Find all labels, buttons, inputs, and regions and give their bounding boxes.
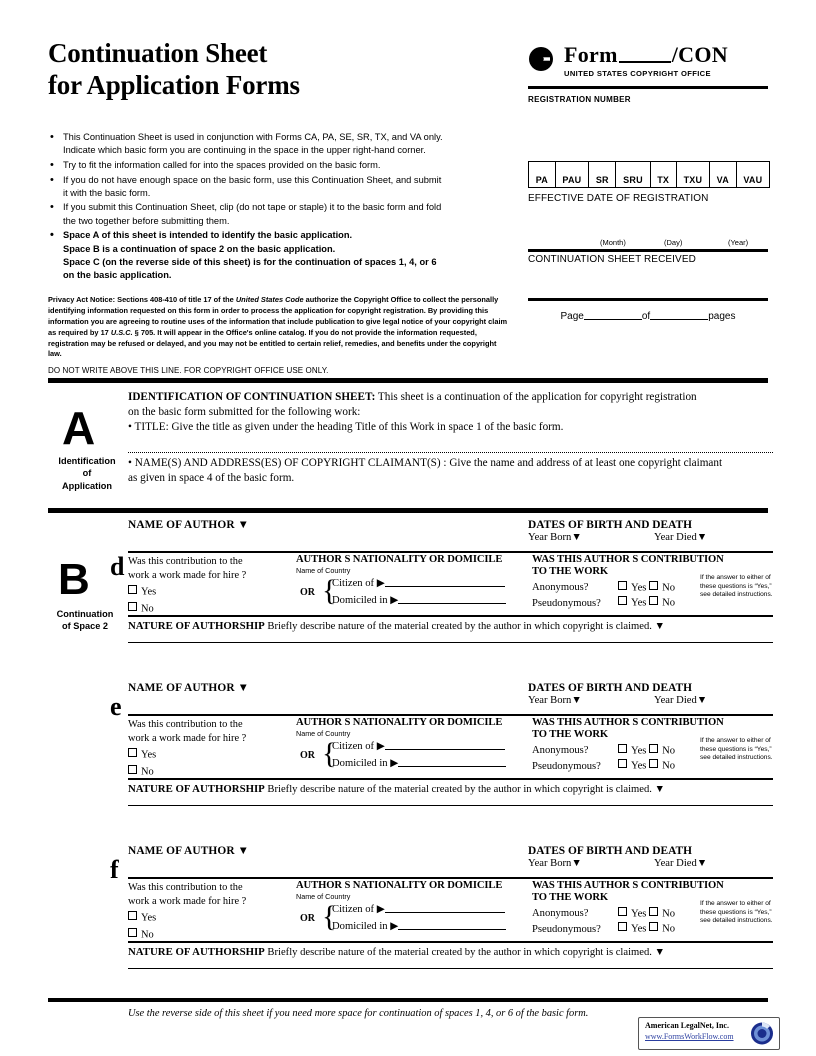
pseudonymous-row: Pseudonymous? Yes No: [532, 597, 676, 609]
nationality-col: [296, 880, 531, 936]
bullet-line: • If you submit this Continuation Sheet, clip (do not tape or staple) it to the basic form and fold: [63, 202, 442, 213]
form-type-cell-va[interactable]: VA: [710, 162, 737, 187]
name-of-country-label: Name of Country: [296, 729, 351, 738]
contribution-col: [532, 880, 773, 935]
legalnet-swirl-icon: [749, 1021, 775, 1046]
continuation-received-label: CONTINUATION SHEET RECEIVED: [528, 254, 696, 265]
citizen-of-row: Citizen of ▶: [332, 902, 505, 915]
bullet-line: Space B is a continuation of space 2 on the basic application.: [63, 243, 336, 254]
dates-label: DATES OF BIRTH AND DEATH: [528, 682, 692, 694]
checkbox-icon[interactable]: [649, 596, 658, 605]
month-label: (Month): [600, 238, 626, 247]
author-block-e: [128, 682, 773, 806]
privacy-i1: United States Code: [235, 295, 304, 304]
instruction-bullet-5: [48, 229, 508, 282]
author-rule-close: [128, 968, 773, 969]
form-number-label: [564, 42, 728, 68]
checkbox-icon[interactable]: [618, 581, 627, 590]
instruction-bullets: [48, 131, 508, 284]
name-of-author-label: NAME OF AUTHOR ▼: [128, 519, 249, 531]
anonymous-row: Anonymous? Yes No: [532, 745, 676, 757]
author-block-f: [128, 845, 773, 969]
author-rule-close: [128, 805, 773, 806]
instruction-bullet-1: [48, 131, 508, 157]
page-number-blank[interactable]: [584, 310, 642, 320]
work-made-no[interactable]: No: [128, 602, 293, 616]
american-legalnet-logo[interactable]: [638, 1017, 780, 1050]
citizen-of-field[interactable]: [385, 576, 505, 587]
year-died-label: Year Died▼: [654, 858, 708, 869]
author-name-row: [128, 845, 773, 877]
form-type-cell-sru[interactable]: SRU: [616, 162, 650, 187]
contribution-label: WAS THIS AUTHOR S CONTRIBUTION TO THE WORK: [532, 717, 724, 740]
name-of-author-label: NAME OF AUTHOR ▼: [128, 682, 249, 694]
checkbox-icon[interactable]: [649, 581, 658, 590]
legalnet-url[interactable]: www.FormsWorkFlow.com: [645, 1032, 734, 1041]
work-made-choices: [128, 911, 293, 942]
contribution-col: [532, 717, 773, 772]
pseudonymous-row: Pseudonymous? Yes No: [532, 760, 676, 772]
section-a-body: [128, 390, 773, 435]
contribution-label: WAS THIS AUTHOR S CONTRIBUTION TO THE WORK: [532, 554, 724, 577]
work-made-line1: Was this contribution to the: [128, 882, 243, 893]
form-type-cell-pau[interactable]: PAU: [556, 162, 589, 187]
footer-bar: [48, 998, 768, 1002]
anonymous-row: Anonymous? Yes No: [532, 908, 676, 920]
pseudonymous-row: Pseudonymous? Yes No: [532, 923, 676, 935]
anonymous-label: Anonymous?: [532, 745, 589, 757]
work-made-choices: [128, 748, 293, 779]
nationality-label: AUTHOR S NATIONALITY OR DOMICILE: [296, 554, 503, 565]
form-number-blank[interactable]: [619, 46, 671, 63]
section-a-title-bullet: • TITLE: Give the title as given under the heading Title of this Work in space 1 of the basic form.: [128, 420, 564, 433]
author-index-f: f: [110, 855, 119, 884]
privacy-p3: § 705. It will appear in the Office's online catalog. If you do not provide the information requested, registration may be refused or delayed, and you may not be entitled to certain relief, remedies, and benefits under the copyright law.: [48, 327, 497, 359]
citizen-of-field[interactable]: [385, 902, 505, 913]
section-a-caption: [48, 455, 126, 492]
checkbox-icon[interactable]: [128, 748, 137, 757]
privacy-act-notice: [48, 295, 510, 360]
form-type-cell-pa[interactable]: PA: [529, 162, 556, 187]
section-a-dotted-divider: [128, 452, 773, 453]
checkbox-icon[interactable]: [128, 765, 137, 774]
checkbox-icon[interactable]: [618, 744, 627, 753]
work-made-line2: work a work made for hire ?: [128, 569, 247, 581]
or-label: OR: [300, 913, 315, 924]
section-a-caption-line2: of: [82, 468, 92, 479]
citizen-domicile-group: [296, 739, 531, 773]
nature-label: NATURE OF AUTHORSHIP: [128, 783, 265, 795]
or-label: OR: [300, 750, 315, 761]
work-made-for-hire-col: [128, 718, 293, 782]
nature-instruction: Briefly describe nature of the material created by the author in which copyright is claimed. ▼: [264, 621, 666, 632]
pseudonymous-label: Pseudonymous?: [532, 760, 601, 772]
privacy-p1: Privacy Act Notice: Sections 408-410 of title 17 of the: [48, 295, 236, 304]
page-word: Page: [560, 311, 584, 322]
author-detail-row: [128, 553, 773, 615]
page-count-line: [528, 310, 768, 322]
nature-label: NATURE OF AUTHORSHIP: [128, 946, 265, 958]
dates-label: DATES OF BIRTH AND DEATH: [528, 845, 692, 857]
section-a-heading: IDENTIFICATION OF CONTINUATION SHEET:: [128, 391, 376, 403]
form-type-cell-tx[interactable]: TX: [651, 162, 677, 187]
anonymous-row: Anonymous? Yes No: [532, 582, 676, 594]
domiciled-in-field[interactable]: [398, 756, 506, 767]
author-name-row: [128, 682, 773, 714]
contribution-note: If the answer to either of these questions is “Yes,” see detailed instructions.: [700, 900, 773, 925]
header-rule-3: [528, 298, 768, 301]
work-made-no[interactable]: No: [128, 928, 293, 942]
work-made-for-hire-col: [128, 555, 293, 619]
page-title: [48, 38, 478, 102]
nature-instruction: Briefly describe nature of the material created by the author in which copyright is claimed. ▼: [264, 784, 666, 795]
checkbox-icon[interactable]: [618, 922, 627, 931]
name-of-country-label: Name of Country: [296, 892, 351, 901]
bullet-line: the two together before submitting them.: [63, 215, 230, 226]
domiciled-in-row: Domiciled in ▶: [332, 919, 506, 932]
section-b-caption-line2: of Space 2: [62, 621, 108, 632]
page-title-line2: for Application Forms: [48, 69, 300, 100]
of-word: of: [641, 311, 651, 322]
contribution-col: [532, 554, 773, 609]
section-b-caption: [44, 608, 126, 633]
nature-of-authorship-row: [128, 617, 773, 642]
contribution-note: If the answer to either of these questions is “Yes,” see detailed instructions.: [700, 574, 773, 599]
header-rule-1: [528, 86, 768, 89]
brace-glyph: {: [322, 737, 337, 770]
section-a-heading-rest: This sheet is a continuation of the application for copyright registration: [375, 391, 697, 403]
nature-label: NATURE OF AUTHORSHIP: [128, 620, 265, 632]
checkbox-icon[interactable]: [649, 907, 658, 916]
contribution-note: If the answer to either of these questions is “Yes,” see detailed instructions.: [700, 737, 773, 762]
work-made-yes[interactable]: Yes: [128, 911, 293, 925]
page-title-line1: Continuation Sheet: [48, 38, 268, 68]
form-type-table: [528, 161, 770, 188]
section-a-claimant-line2: as given in space 4 of the basic form.: [128, 472, 295, 485]
citizen-domicile-group: [296, 576, 531, 610]
checkbox-icon[interactable]: [128, 928, 137, 937]
day-label: (Day): [664, 238, 683, 247]
nationality-label: AUTHOR S NATIONALITY OR DOMICILE: [296, 880, 503, 891]
form-type-cell-vau[interactable]: VAU: [743, 175, 763, 185]
year-died-label: Year Died▼: [654, 532, 708, 543]
bullet-line: • Space A of this sheet is intended to identify the basic application.: [63, 230, 353, 241]
work-made-choices: [128, 585, 293, 616]
privacy-i2: U.S.C.: [110, 327, 133, 337]
section-b-caption-line1: Continuation: [56, 609, 114, 619]
pseudonymous-label: Pseudonymous?: [532, 923, 601, 935]
citizen-of-field[interactable]: [385, 739, 505, 750]
domiciled-in-field[interactable]: [398, 919, 506, 930]
dates-label: DATES OF BIRTH AND DEATH: [528, 519, 692, 531]
bullet-line: it with the basic form.: [63, 187, 151, 198]
section-a-caption-line1: Identification: [58, 456, 116, 466]
header-rule-2: [528, 249, 768, 252]
privacy-p2: authorize the Copyright Office to collect the personally identifying information requested on this form in order to process the application for copyright registration. By providing this information you are agreeing to routine uses of the information that include publication to give legal notice of your copyright claim as required by 17: [48, 295, 508, 337]
form-con-suffix: /CON: [671, 42, 728, 67]
bullet-line: • Try to fit the information called for into the spaces provided on the basic form.: [63, 159, 381, 170]
domiciled-in-field[interactable]: [398, 593, 506, 604]
effective-date-label: EFFECTIVE DATE OF REGISTRATION: [528, 193, 709, 204]
nature-of-authorship-row: [128, 780, 773, 805]
author-index-e: e: [110, 692, 122, 721]
bullet-line: on the basic application.: [63, 269, 172, 280]
section-a-letter: A: [62, 402, 96, 454]
section-a-caption-line3: Application: [61, 480, 113, 491]
year-row: Year Born▼ Year Died▼: [528, 695, 708, 706]
name-of-country-label: Name of Country: [296, 566, 351, 575]
instruction-bullet-3: [48, 174, 508, 200]
citizen-domicile-group: [296, 902, 531, 936]
nature-instruction: Briefly describe nature of the material created by the author in which copyright is claimed. ▼: [264, 947, 666, 958]
section-a-claimant-line1: • NAME(S) AND ADDRESS(ES) OF COPYRIGHT CLAIMANT(S) : Give the name and address of at least one copyright claimant: [128, 457, 723, 469]
nature-of-authorship-row: [128, 943, 773, 968]
nationality-col: [296, 554, 531, 610]
year-label: (Year): [728, 238, 749, 247]
nationality-label: AUTHOR S NATIONALITY OR DOMICILE: [296, 717, 503, 728]
do-not-write-notice: DO NOT WRITE ABOVE THIS LINE. FOR COPYRIGHT OFFICE USE ONLY.: [48, 366, 329, 375]
contribution-label: WAS THIS AUTHOR S CONTRIBUTION TO THE WORK: [532, 880, 724, 903]
copyright-office-label: UNITED STATES COPYRIGHT OFFICE: [564, 69, 711, 78]
section-a-claimant-block: [128, 456, 773, 486]
instruction-bullet-4: [48, 201, 508, 227]
domiciled-in-row: Domiciled in ▶: [332, 593, 506, 606]
checkbox-icon[interactable]: [618, 596, 627, 605]
form-type-cell-txu[interactable]: TXU: [677, 162, 710, 187]
section-b-top-bar: [48, 508, 768, 513]
brace-glyph: {: [322, 574, 337, 607]
domiciled-in-row: Domiciled in ▶: [332, 756, 506, 769]
work-made-no[interactable]: No: [128, 765, 293, 779]
work-made-line1: Was this contribution to the: [128, 556, 243, 567]
total-pages-blank[interactable]: [650, 310, 708, 320]
brace-glyph: {: [322, 900, 337, 933]
checkbox-icon[interactable]: [649, 744, 658, 753]
work-made-yes[interactable]: Yes: [128, 585, 293, 599]
author-index-d: d: [110, 552, 125, 581]
work-made-for-hire-col: [128, 881, 293, 945]
anonymous-label: Anonymous?: [532, 582, 589, 594]
instruction-bullet-2: [48, 159, 508, 172]
year-row: Year Born▼ Year Died▼: [528, 858, 708, 869]
work-made-yes[interactable]: Yes: [128, 748, 293, 762]
author-detail-row: [128, 879, 773, 941]
checkbox-icon[interactable]: [128, 585, 137, 594]
bullet-line: • If you do not have enough space on the basic form, use this Continuation Sheet, and submit: [63, 174, 442, 185]
or-label: OR: [300, 587, 315, 598]
author-block-d: [128, 519, 773, 643]
citizen-of-row: Citizen of ▶: [332, 576, 505, 589]
section-a-top-bar: [48, 378, 768, 383]
pages-word: pages: [708, 311, 736, 322]
form-word: Form: [564, 42, 618, 67]
checkbox-icon[interactable]: [128, 602, 137, 611]
copyright-seal-icon: [528, 46, 554, 72]
anonymous-label: Anonymous?: [532, 908, 589, 920]
year-died-label: Year Died▼: [654, 695, 708, 706]
author-name-row: [128, 519, 773, 551]
author-detail-row: [128, 716, 773, 778]
legalnet-name: American LegalNet, Inc.: [645, 1021, 729, 1030]
section-b-letter: B: [58, 555, 90, 604]
citizen-of-row: Citizen of ▶: [332, 739, 505, 752]
footer-note: Use the reverse side of this sheet if you need more space for continuation of spaces 1, 4, or 6 of the basic form.: [128, 1008, 589, 1019]
work-made-line2: work a work made for hire ?: [128, 895, 247, 907]
form-type-cell-sr[interactable]: SR: [589, 162, 616, 187]
checkbox-icon[interactable]: [618, 759, 627, 768]
nationality-col: [296, 717, 531, 773]
author-rule-close: [128, 642, 773, 643]
work-made-line2: work a work made for hire ?: [128, 732, 247, 744]
checkbox-icon[interactable]: [128, 911, 137, 920]
bullet-line: Indicate which basic form you are continuing in the space in the upper right-hand corner.: [63, 145, 426, 156]
pseudonymous-label: Pseudonymous?: [532, 597, 601, 609]
name-of-author-label: NAME OF AUTHOR ▼: [128, 845, 249, 857]
work-made-line1: Was this contribution to the: [128, 719, 243, 730]
section-a-line2: on the basic form submitted for the following work:: [128, 405, 361, 418]
checkbox-icon[interactable]: [649, 759, 658, 768]
registration-number-label: REGISTRATION NUMBER: [528, 95, 631, 104]
bullet-line: Space C (on the reverse side of this sheet) is for the continuation of spaces 1, 4, or 6: [63, 256, 437, 267]
bullet-line: • This Continuation Sheet is used in conjunction with Forms CA, PA, SE, SR, TX, and VA only.: [63, 132, 443, 142]
year-row: Year Born▼ Year Died▼: [528, 532, 708, 543]
checkbox-icon[interactable]: [649, 922, 658, 931]
checkbox-icon[interactable]: [618, 907, 627, 916]
